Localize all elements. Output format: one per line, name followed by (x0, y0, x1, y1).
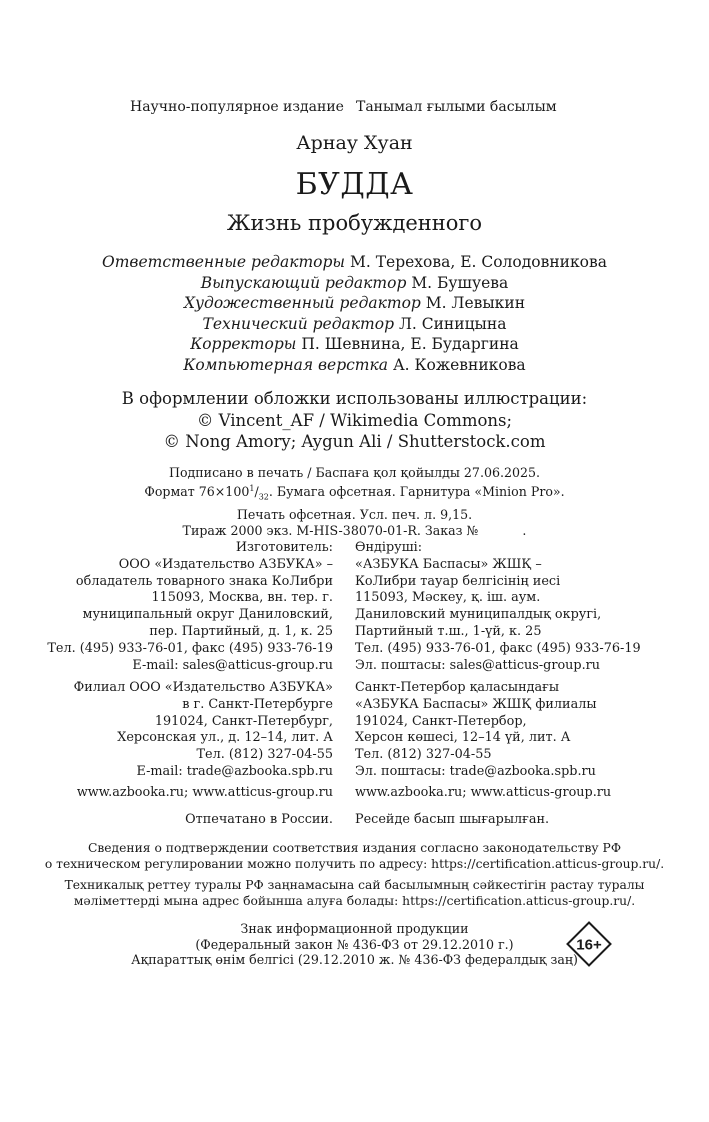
branch-ru-line: в г. Санкт-Петербурге (182, 696, 333, 712)
manufacturer-kz (355, 540, 641, 674)
credit-line: Ответственные редакторы М. Терехова, Е. Солодовникова (102, 253, 607, 271)
websites-ru: www.azbooka.ru; www.atticus-group.ru (76, 785, 333, 800)
book-title: БУДДА (295, 167, 414, 202)
info-mark-line: (Федеральный закон № 436-ФЗ от 29.12.2010 г.) (195, 936, 514, 952)
printed-in-kz: Ресейде басып шығарылған. (355, 812, 550, 827)
manufacturer-ru-line: муниципальный округ Даниловский, (82, 607, 333, 623)
manufacturer-kz-line: Партийный т.ш., 1-үй, к. 25 (355, 623, 542, 639)
cover-credits-heading: В оформлении обложки использованы иллюстрации: (121, 389, 588, 408)
manufacturer-kz-line: Тел. (495) 933-76-01, факс (495) 933-76-19 (355, 640, 641, 656)
credit-line: Художественный редактор М. Левыкин (183, 294, 526, 312)
branch-ru-line: Филиал ООО «Издательство АЗБУКА» (73, 680, 333, 695)
certification-kz-line: Техникалық реттеу туралы РФ заңнамасына сай басылымның сәйкестігін растау туралы (64, 878, 645, 892)
age-rating-icon (566, 921, 612, 967)
branch-ru (74, 680, 333, 781)
imprint-block (0, 465, 709, 539)
branch-kz-line: «АЗБУКА Баспасы» ЖШҚ филиалы (355, 696, 597, 712)
branch-ru-line: Тел. (812) 327-04-55 (196, 747, 333, 763)
info-mark-line: Знак информационной продукции (240, 921, 469, 936)
manufacturer-ru (47, 540, 333, 674)
credit-line: Корректоры П. Шевнина, Е. Бударгина (190, 335, 519, 353)
branch-kz-line: Санкт-Петербор қаласындағы (355, 680, 560, 695)
edition-type-ru: Научно-популярное издание (130, 99, 344, 115)
manufacturer-ru-line: 115093, Москва, вн. тер. г. (151, 590, 333, 606)
credit-line: Технический редактор Л. Синицына (202, 314, 507, 333)
book-author: Арнау Хуан (296, 132, 413, 154)
manufacturer-ru-line: обладатель товарного знака КоЛибри (75, 573, 333, 589)
websites-kz: www.azbooka.ru; www.atticus-group.ru (355, 785, 612, 800)
imprint-signed: Подписано в печать / Баспаға қол қойылды 27.06.2025. (168, 465, 541, 480)
imprint-print: Печать офсетная. Усл. печ. л. 9,15. (236, 506, 473, 522)
branch-ru-line: E-mail: trade@azbooka.spb.ru (136, 763, 333, 779)
credit-line: Выпускающий редактор М. Бушуева (200, 273, 509, 292)
credits-block (0, 252, 709, 375)
manufacturer-kz-line: Даниловский муниципалдық округі, (355, 607, 602, 623)
book-subtitle: Жизнь пробужденного (226, 211, 483, 235)
manufacturer-kz-line: 115093, Мәскеу, қ. іш. аум. (355, 590, 541, 606)
manufacturer-kz-line: КоЛибри тауар белгісінің иесі (355, 573, 561, 589)
manufacturer-ru-line: E-mail: sales@atticus-group.ru (132, 657, 333, 673)
cover-credit-line: © Nong Amory; Aygun Ali / Shutterstock.com (163, 432, 546, 451)
imprint-format: Формат $76\times 100^1/_{32}$. Бумага офсетная. Гарнитура «Minion Pro». (144, 484, 565, 503)
imprint-run: Тираж 2000 экз. M-HIS-38070-01-R. Заказ № . (182, 522, 527, 538)
manufacturer-kz-line: «АЗБУКА Баспасы» ЖШҚ – (355, 556, 542, 572)
age-rating-label: 16+ (576, 936, 602, 954)
branch-kz-line: 191024, Санкт-Петербор, (355, 713, 527, 729)
certification-ru-line: о техническом регулировании можно получить по адресу: https://certification.atticus-group.ru/. (44, 857, 665, 872)
certification-kz-line: мәліметтерді мына адрес бойынша алуға болады: https://certification.atticus-group.ru/. (73, 894, 636, 909)
cover-credits (0, 388, 709, 453)
manufacturer-ru-line: ООО «Издательство АЗБУКА» – (118, 556, 333, 572)
cover-credit-line: © Vincent_AF / Wikimedia Commons; (196, 410, 513, 430)
branch-ru-line: 191024, Санкт-Петербург, (154, 713, 333, 729)
manufacturer-ru-line: пер. Партийный, д. 1, к. 25 (149, 623, 333, 639)
branch-kz (355, 680, 597, 781)
manufacturer-kz-line: Өндіруші: (355, 540, 423, 555)
certification-ru (0, 840, 709, 873)
credit-line: Компьютерная верстка А. Кожевникова (183, 355, 526, 374)
certification-kz (0, 877, 709, 910)
manufacturer-kz-line: Эл. поштасы: sales@atticus-group.ru (355, 657, 601, 673)
edition-type-kz: Танымал ғылыми басылым (356, 99, 557, 115)
branch-ru-line: Херсонская ул., д. 12–14, лит. А (117, 730, 333, 746)
manufacturer-ru-line: Тел. (495) 933-76-01, факс (495) 933-76-19 (47, 640, 333, 656)
branch-kz-line: Эл. поштасы: trade@azbooka.spb.ru (355, 763, 596, 779)
info-mark-line: Ақпараттық өнім белгісі (29.12.2010 ж. № 436-ФЗ федералдық заң) (131, 952, 578, 967)
certification-ru-line: Сведения о подтверждении соответствия издания согласно законодательству РФ (87, 841, 622, 855)
branch-kz-line: Херсон көшесі, 12–14 үй, лит. А (355, 730, 571, 746)
manufacturer-ru-line: Изготовитель: (235, 540, 333, 555)
branch-kz-line: Тел. (812) 327-04-55 (355, 747, 492, 763)
printed-in-ru: Отпечатано в России. (185, 812, 333, 827)
